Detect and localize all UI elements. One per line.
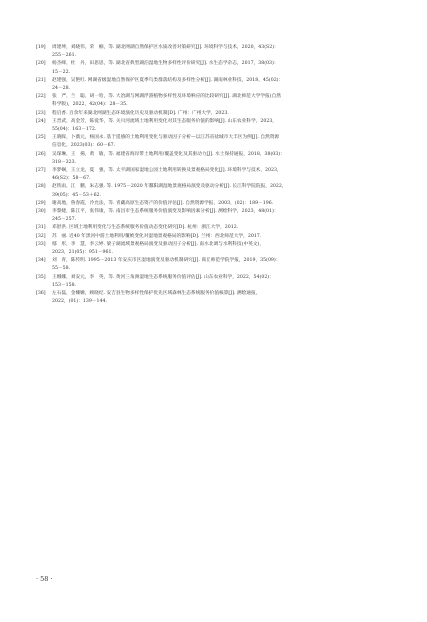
reference-item xyxy=(36,118,386,134)
reference-text: 王娜娜，刘安元，李 英，等. 黄河三角洲湿地生态系统服务价值评估[J]. 山东农业科学，2022，54(02)： 153－158. xyxy=(52,274,274,288)
reference-number: [32] xyxy=(36,233,46,239)
reference-item xyxy=(36,167,386,183)
reference-number: [27] xyxy=(36,168,46,174)
reference-item xyxy=(36,134,386,150)
reference-number: [26] xyxy=(36,151,46,157)
reference-text: 谢高地，鲁春霞，冷允法，等. 青藏高原生态资产的价值评估[J]. 自然资源学报，2003，(02)：189－196. xyxy=(52,200,274,206)
reference-text: 吴琛琳，王 揚，黄 敏，等. 福建省海岸带土地利用/覆盖变化及其驱动力[J]. 水土保持通报，2018，38(03)： 318－323. xyxy=(52,151,285,165)
reference-item xyxy=(36,60,386,76)
reference-text: 王晋武，高金芳，陈爱华，等. 关川河流域土地利用变化对其生态服务价值的影响[J]. 山东农业科学，2023， 55(04)：163－172. xyxy=(52,118,277,133)
reference-number: [33] xyxy=(36,241,46,247)
reference-item xyxy=(36,208,386,224)
reference-text: 李黎婕，陈江平，张伟康，等. 南昌市生态系统服务价值演变及影响因素分析[J]. 测绘科学，2023，48(01)： 245－257. xyxy=(52,209,279,223)
reference-text: 李梦娴，王立龙，夏 强，等. 太平湖国家湿地公园土地利用转换及景观格局变化[J]. 环境科学与技术，2023， 46(S2)：58－67. xyxy=(52,168,282,182)
reference-text: 杨杰峰，杜 丹，田思思，等. 湖北省典型湖泊湿地生物多样性评价研究[J]. 水生态学杂志，2017，38(03)： 15－22. xyxy=(52,61,279,75)
reference-number: [23] xyxy=(36,110,46,116)
reference-number: [25] xyxy=(36,135,46,141)
reference-number: [24] xyxy=(36,118,46,124)
reference-text: 赵铁雨，江 鹏，朱志强. 等. 1975－2020 年鄱阳湖湿地景观格局演变及驱动分析[J]. 长江科学院院报，2022， 39(05)：45－53＋62. xyxy=(52,184,287,198)
reference-number: [30] xyxy=(36,209,46,215)
reference-text: 周建坤，刘晓伟，荣 楠，等. 湖北网湖自然保护区水质改善对策研究[J]. 环境科学与技术，2020，43(S2)： 255－261. xyxy=(52,45,279,59)
reference-number: [29] xyxy=(36,200,46,206)
reference-text: 程启香. 百余年来湖北网湖生态环境演化历史及驱动机制[D]. 广州：广州大学，2023. xyxy=(52,110,229,116)
reference-text: 苏 丽. 近40 年黑河中游土地利用/覆被变化对湿地景观格局的影响[D]. 兰州：西北师范大学，2017. xyxy=(52,233,262,239)
reference-item xyxy=(36,93,386,109)
reference-item xyxy=(36,110,386,118)
reference-item xyxy=(36,200,386,208)
reference-number: [31] xyxy=(36,225,46,231)
reference-number: [28] xyxy=(36,184,46,190)
reference-number: [34] xyxy=(36,258,46,264)
reference-number: [22] xyxy=(36,94,46,100)
reference-item xyxy=(36,77,386,93)
reference-item xyxy=(36,290,386,306)
reference-item xyxy=(36,241,386,257)
reference-text: 左石磊，金姗姗，顾晓纪. 安吉县生物多样性保护优先区域森林生态系统服务价值核算[J]. 测绘通报， 2022，(01)：139－144. xyxy=(52,291,261,305)
reference-list xyxy=(36,44,386,307)
reference-number: [20] xyxy=(36,61,46,67)
reference-text: 鄢 彤，李 慧，李云婷. 梁子湖流域景观格局演变及驱动因子分析[J]. 南水北调与水利科技(中英文)， 2023，21(05)：951－961. xyxy=(52,241,265,256)
reference-item xyxy=(36,44,386,60)
reference-text: 赵建强，吴艳红. 网湖省级湿地自然保护区夏季鸟类群落结构及多样性分析[J]. 湖南林业科技，2018，45(02)： 24－28. xyxy=(52,77,284,92)
reference-number: [35] xyxy=(36,274,46,280)
reference-text: 刘 青，陈传明. 1995－2013 年安庆市区湿地演变及驱动机制研究[J]. 商丘师范学院学报，2019，35(09)： 55－58. xyxy=(52,258,281,272)
reference-text: 王晓晖，卜薇元，杨国永. 基于遥感的土地利用变化与驱动因子分析—以江苏省盐城市大丰区为例[J]. 自然资源 信息化，2023(03)：60－67. xyxy=(52,135,280,149)
reference-item xyxy=(36,233,386,241)
reference-item xyxy=(36,151,386,167)
reference-item xyxy=(36,257,386,273)
reference-number: [36] xyxy=(36,291,46,297)
page-number: · 58 · xyxy=(36,575,53,583)
reference-item xyxy=(36,274,386,290)
reference-text: 邓舒洪. 区域土地利用变化与生态系统服务价值动态变化研究[D]. 杭州：浙江大学，2012. xyxy=(52,225,239,231)
reference-item xyxy=(36,183,386,199)
reference-text: 张 严，兰 聪，胡一哈，等. 大冶湖与网湖浮游植物多样性及环境响应的比较研究[J]. 湖北师范大学学报(自然 科学版)，2022，42(04)：28－35. xyxy=(52,94,281,108)
reference-number: [19] xyxy=(36,45,46,50)
reference-number: [21] xyxy=(36,77,46,83)
reference-item xyxy=(36,224,386,232)
